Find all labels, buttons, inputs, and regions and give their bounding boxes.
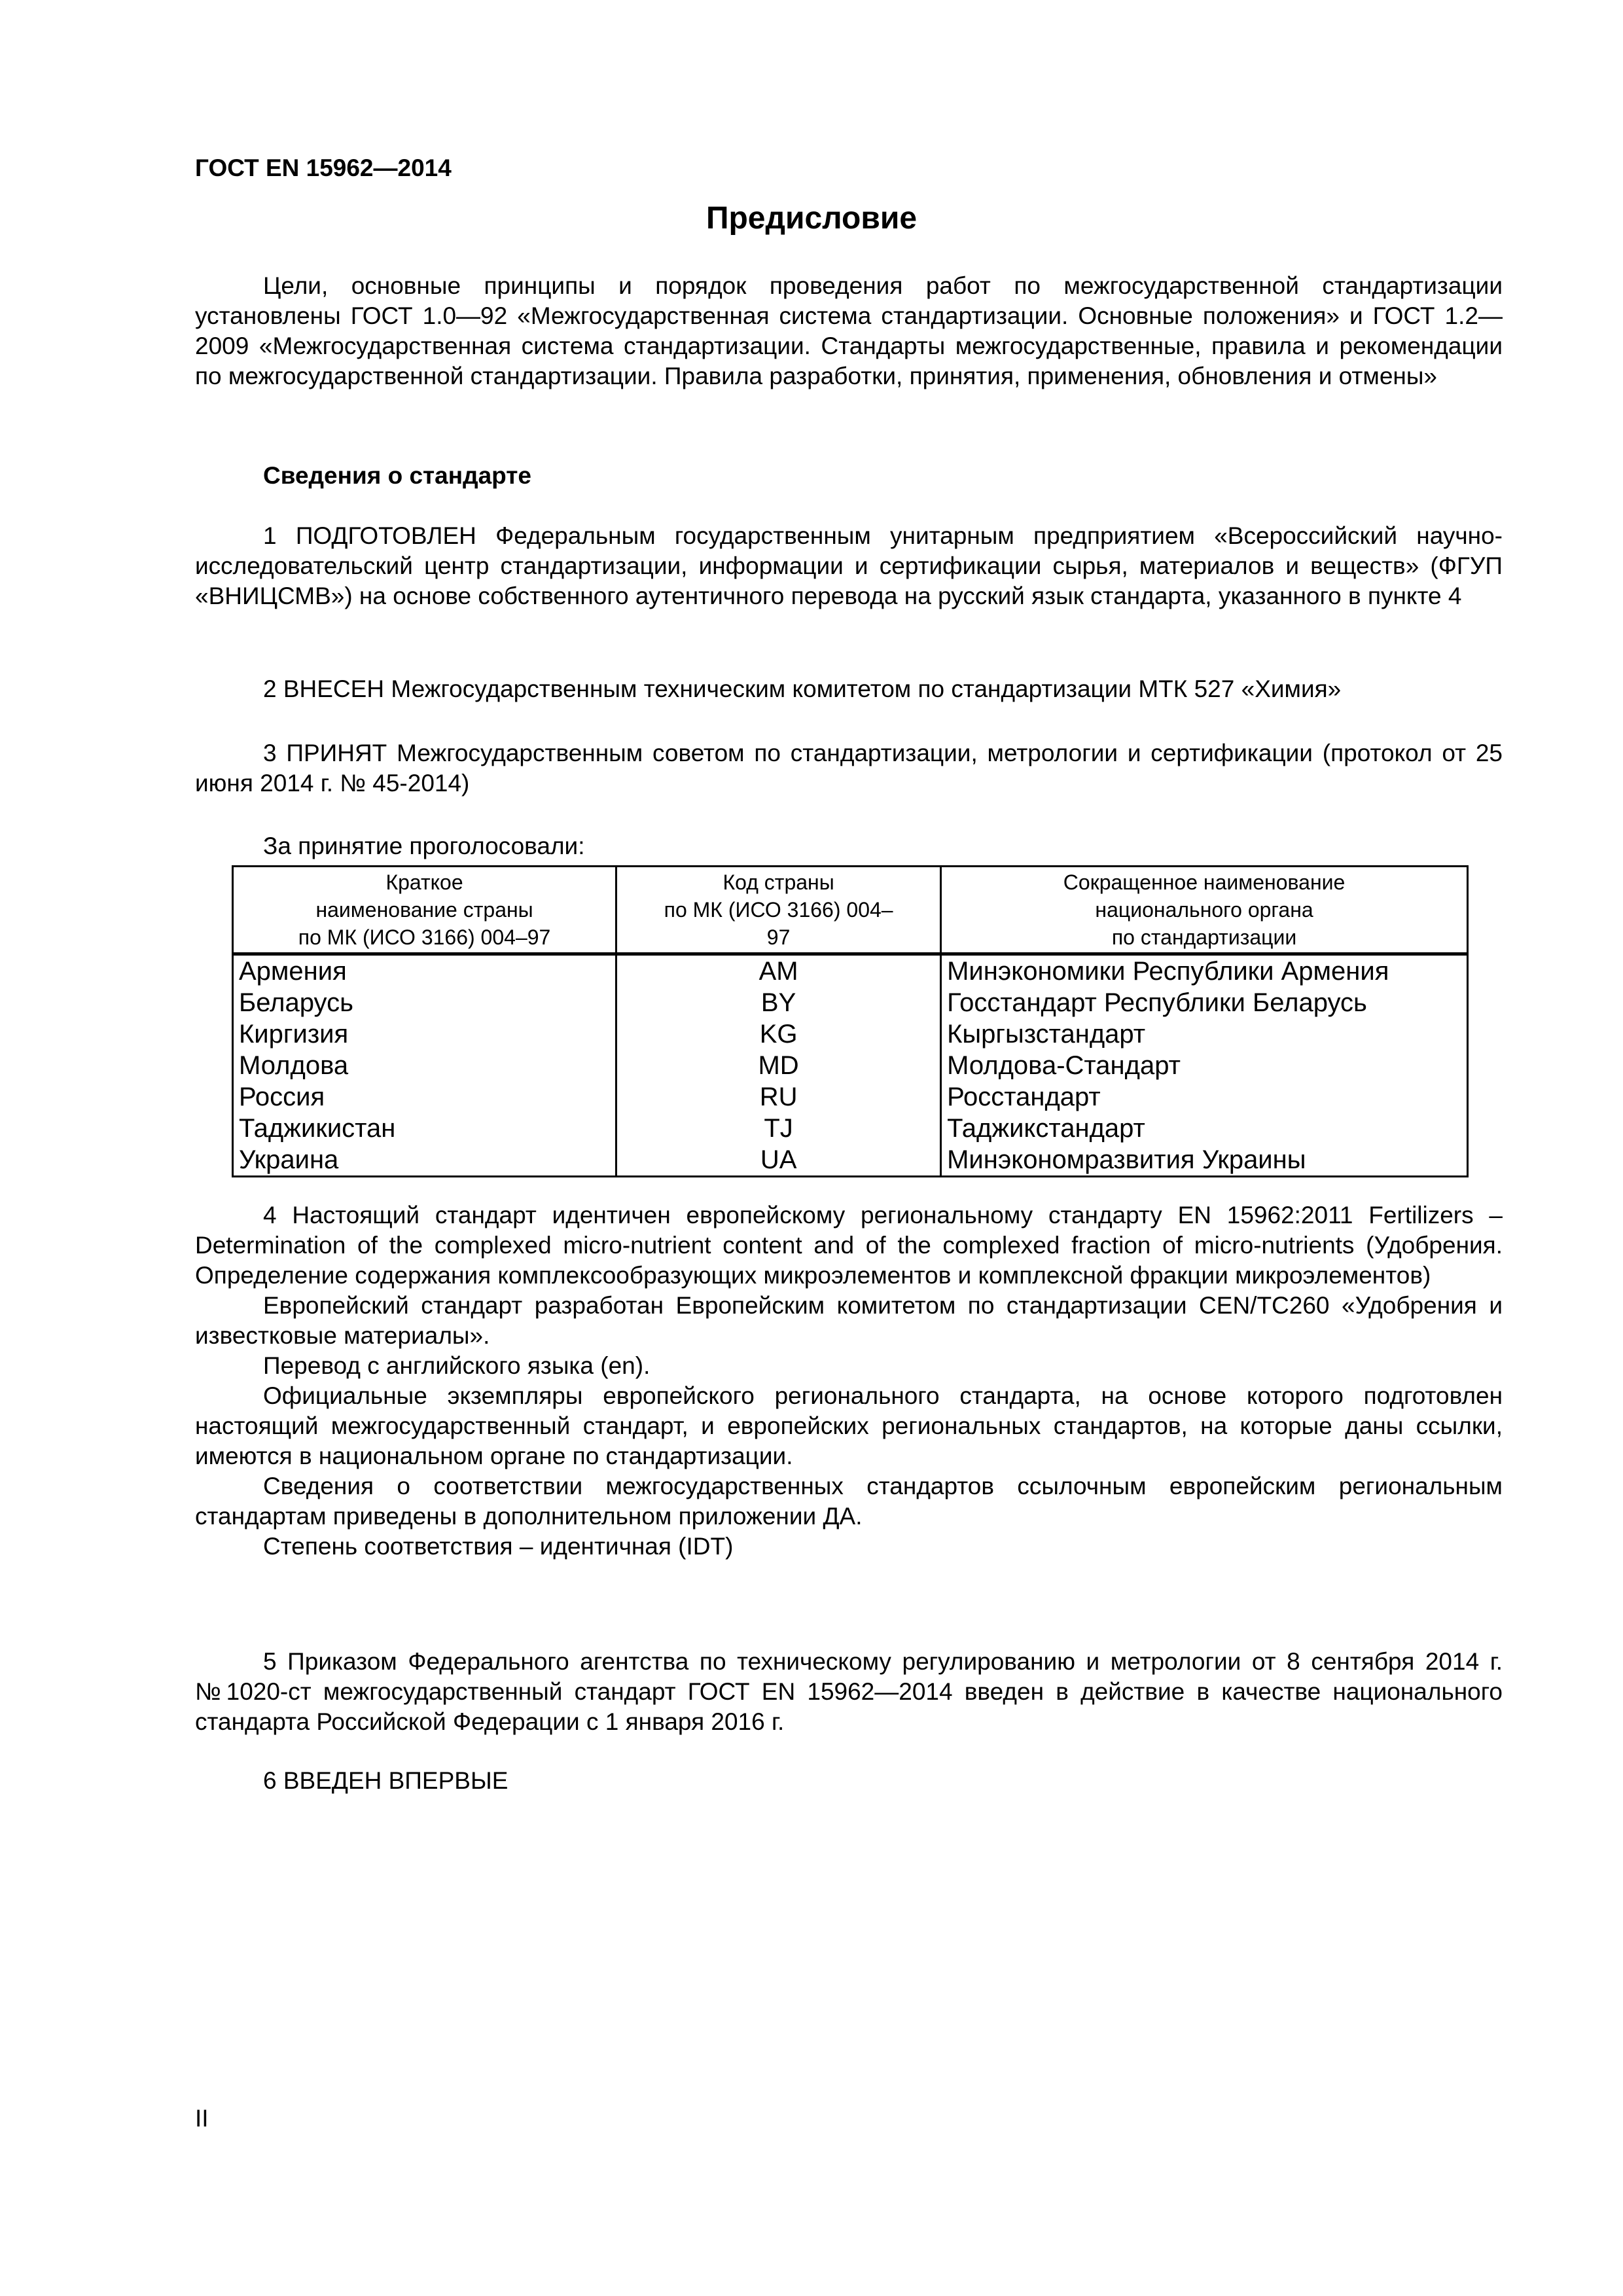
country-code: RU [616,1081,941,1113]
item-2 [195,674,1503,704]
header-line: Сокращенное наименование [1063,870,1346,894]
national-body: Кыргызстандарт [941,1018,1468,1050]
country-code: AM [616,954,941,988]
header-line: по МК (ИСО 3166) 004–97 [298,925,551,949]
standard-info-heading: Сведения о стандарте [263,462,531,489]
intro-paragraph: Цели, основные принципы и порядок проведения работ по межгосударственной стандартизации установлены ГОСТ 1.0—92 «Межгосударственная система стандартизации. Основные положения» и ГОСТ 1.2—2009 «Межгосударственная система стандартизации. Стандарты межгосударственные, правила и рекомендации по межгосударственной стандартизации. Правила разработки, принятия, применения, обновления и отмены» [195,272,1503,389]
country-name: Молдова [233,1050,616,1081]
item-4-paragraph-4: Официальные экземпляры европейского регионального стандарта, на основе которого подготовлен настоящий межгосударственный стандарт, и европейских региональных стандартов, на которые даны ссылки, имеются в национальном органе по стандартизации. [195,1382,1503,1469]
header-line: национального органа [1095,898,1313,922]
item-2-paragraph: 2 ВНЕСЕН Межгосударственным техническим комитетом по стандартизации МТК 527 «Химия» [263,675,1342,702]
item-4-paragraph-3: Перевод с английского языка (en). [263,1352,651,1379]
item-4-paragraph-6: Степень соответствия – идентичная (IDT) [263,1533,734,1560]
item-4-paragraph-2: Европейский стандарт разработан Европейским комитетом по стандартизации CEN/TC260 «Удобрения и известковые материалы». [195,1292,1503,1349]
country-name: Киргизия [233,1018,616,1050]
country-code: KG [616,1018,941,1050]
national-body: Таджикстандарт [941,1113,1468,1144]
page-title: Предисловие [705,201,918,236]
header-line: Код страны [722,870,834,894]
header-country-name [233,867,616,954]
country-code: TJ [616,1113,941,1144]
table-row [233,1081,1468,1113]
header-line: по МК (ИСО 3166) 004– [664,898,893,922]
header-line: наименование страны [315,898,533,922]
header-line: по стандартизации [1111,925,1297,949]
page-number: II [195,2105,209,2132]
item-4-paragraph-1: 4 Настоящий стандарт идентичен европейскому региональному стандарту EN 15962:2011 Fertilizers – Determination of the complexed micro-nutrient content and of the complexed fraction of micro-nutrients (Удобрения. Определение содержания комплексообразующих микроэлементов и комплексной фракции микроэлементов) [195,1202,1503,1289]
header-national-body [941,867,1468,954]
table-row [233,1144,1468,1177]
item-5 [195,1647,1503,1737]
intro-section [195,271,1503,391]
vote-table-header-row [233,867,1468,954]
national-body: Минэкономики Республики Армения [941,954,1468,988]
country-name: Армения [233,954,616,988]
item-1-paragraph: 1 ПОДГОТОВЛЕН Федеральным государственным унитарным предприятием «Всероссийский научно-исследовательский центр стандартизации, информации и сертификации сырья, материалов и веществ» (ФГУП «ВНИЦСМВ») на основе собственного аутентичного перевода на русский язык стандарта, указанного в пункте 4 [195,522,1503,609]
country-name: Россия [233,1081,616,1113]
item-4-paragraph-5: Сведения о соответствии межгосударственных стандартов ссылочным европейским региональным стандартам приведены в дополнительном приложении ДА. [195,1473,1503,1530]
table-row [233,1018,1468,1050]
vote-table [232,865,1469,1177]
table-row [233,954,1468,988]
item-4 [195,1200,1503,1562]
country-code: MD [616,1050,941,1081]
table-row [233,987,1468,1018]
item-3-paragraph: 3 ПРИНЯТ Межгосударственным советом по стандартизации, метрологии и сертификации (протокол от 25 июня 2014 г. № 45-2014) [195,740,1503,797]
header-line: Краткое [385,870,463,894]
country-code: BY [616,987,941,1018]
country-code: UA [616,1144,941,1177]
country-name: Беларусь [233,987,616,1018]
header-country-code [616,867,941,954]
document-code: ГОСТ EN 15962—2014 [195,154,452,181]
national-body: Минэкономразвития Украины [941,1144,1468,1177]
table-row [233,1113,1468,1144]
item-6: 6 ВВЕДЕН ВПЕРВЫЕ [263,1767,508,1794]
item-3 [195,738,1503,798]
country-name: Таджикистан [233,1113,616,1144]
item-5-paragraph: 5 Приказом Федерального агентства по техническому регулированию и метрологии от 8 сентября 2014 г. №1020-ст межгосударственный стандарт ГОСТ EN 15962—2014 введен в действие в качестве национального стандарта Российской Федерации с 1 января 2016 г. [195,1648,1503,1735]
item-1 [195,521,1503,611]
country-name: Украина [233,1144,616,1177]
vote-label: За принятие проголосовали: [263,833,585,859]
national-body: Росстандарт [941,1081,1468,1113]
table-row [233,1050,1468,1081]
national-body: Молдова-Стандарт [941,1050,1468,1081]
header-line: 97 [766,925,791,949]
national-body: Госстандарт Республики Беларусь [941,987,1468,1018]
